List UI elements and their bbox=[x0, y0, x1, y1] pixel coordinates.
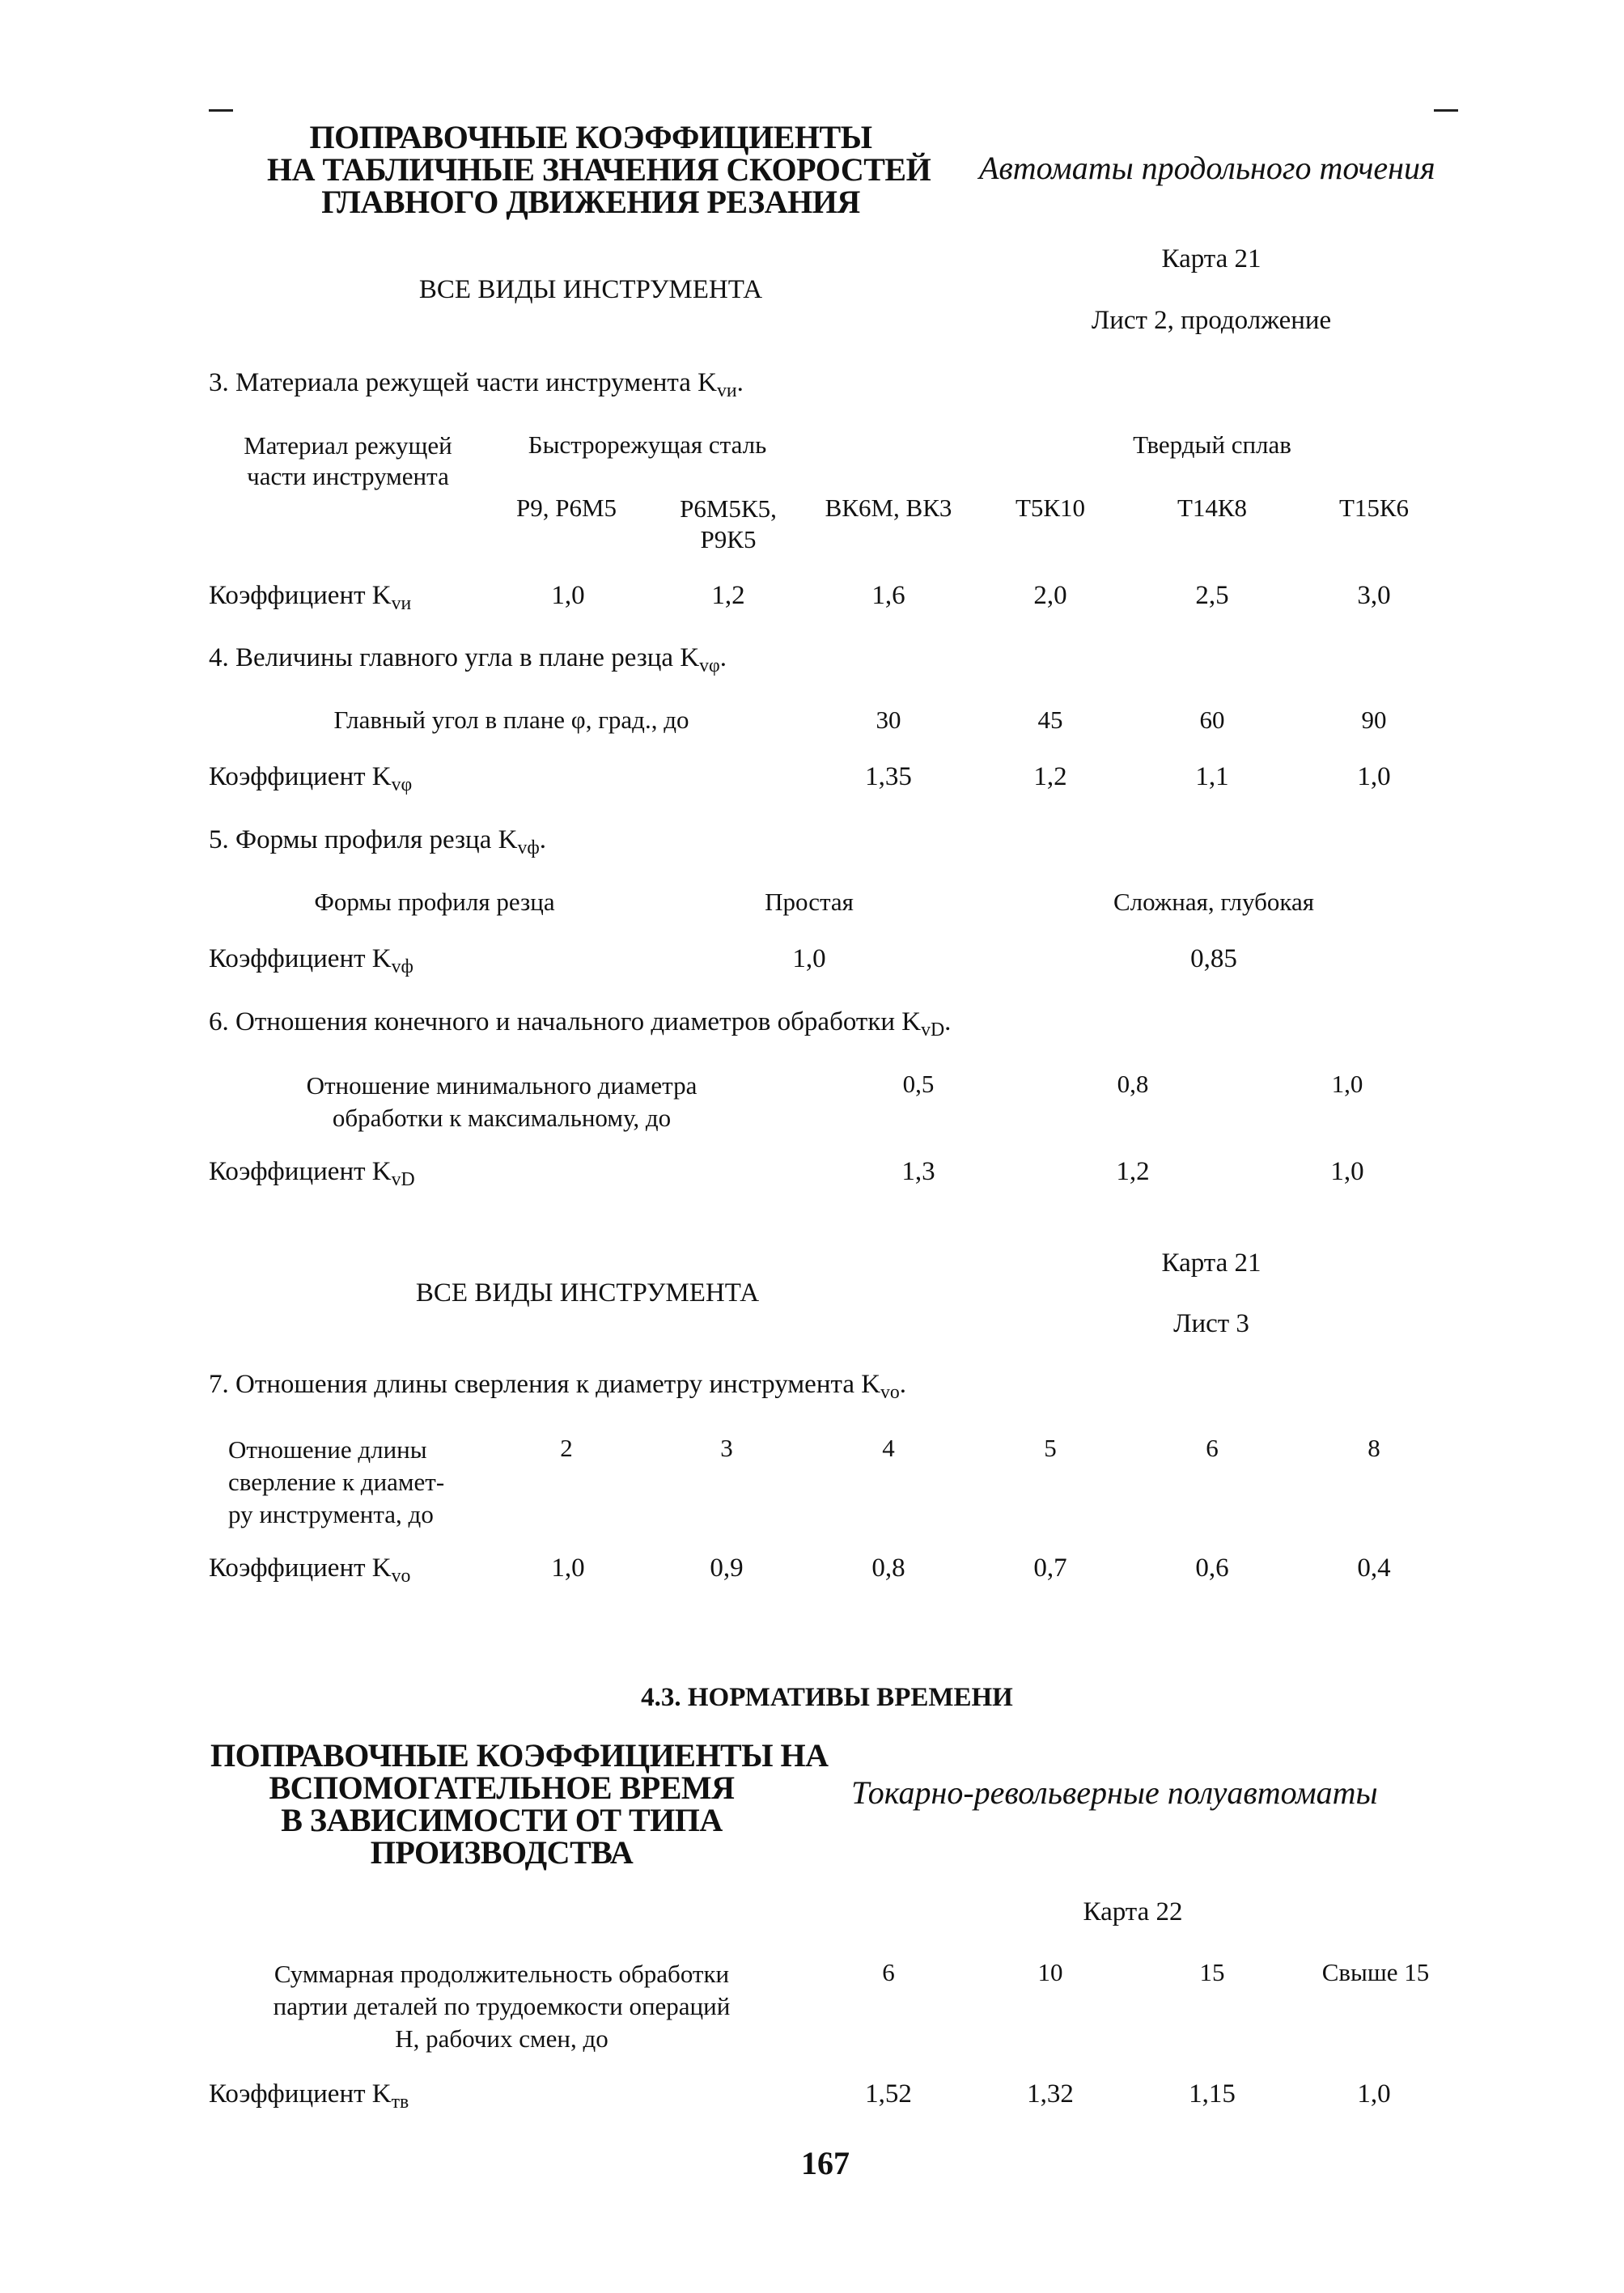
s6-ratio: 1,0 bbox=[1331, 1070, 1363, 1098]
s7-row-label-line: Отношение длины bbox=[228, 1435, 427, 1464]
s5-form: Сложная, глубокая bbox=[1113, 888, 1314, 916]
s6-heading bbox=[209, 1007, 952, 1041]
section43-card: Карта 22 bbox=[1083, 1897, 1183, 1926]
s7-ratio: 8 bbox=[1367, 1434, 1380, 1462]
s3-value: 1,6 bbox=[871, 581, 905, 610]
s3-grade-line: Р9К5 bbox=[700, 525, 757, 553]
s7-value: 1,0 bbox=[551, 1553, 585, 1583]
s7-coef-sub: vo bbox=[391, 1566, 411, 1587]
s7-heading-post: . bbox=[899, 1370, 907, 1399]
s3-grade-line: Р6М5К5, bbox=[680, 494, 777, 523]
s7-row-label-line: ру инструмента, до bbox=[228, 1500, 434, 1528]
s4-row-label: Главный угол в плане φ, град., до bbox=[333, 706, 689, 734]
s3-value: 1,2 bbox=[711, 581, 745, 610]
s7-ratio: 4 bbox=[882, 1434, 895, 1462]
section43-row-label-line: Н, рабочих смен, до bbox=[395, 2024, 608, 2053]
s4-coef-label-text: Коэффициент K bbox=[209, 762, 392, 791]
s6-value: 1,2 bbox=[1116, 1157, 1150, 1186]
s6-value: 1,0 bbox=[1330, 1157, 1364, 1186]
s7-coef-label bbox=[209, 1553, 411, 1587]
section1-machine-type: Автоматы продольного точения bbox=[979, 150, 1435, 186]
section43-title-line: ПОПРАВОЧНЫЕ КОЭФФИЦИЕНТЫ НА bbox=[210, 1737, 829, 1774]
s6-ratio: 0,8 bbox=[1117, 1070, 1149, 1098]
s4-value: 1,2 bbox=[1033, 762, 1067, 791]
section43-value: 1,52 bbox=[865, 2079, 912, 2109]
s5-form: Простая bbox=[765, 888, 854, 916]
s6-value: 1,3 bbox=[901, 1157, 935, 1186]
s5-heading-text: 5. Формы профиля резца K bbox=[209, 825, 518, 854]
s3-grade: Т5К10 bbox=[1015, 494, 1086, 522]
s3-heading-sub: vи bbox=[716, 380, 737, 402]
header-dash-right bbox=[1434, 109, 1458, 112]
section43-row-label-line: партии деталей по трудоемкости операций bbox=[273, 1992, 731, 2020]
section43-title-line: В ЗАВИСИМОСТИ ОТ ТИПА bbox=[281, 1802, 723, 1838]
s6-ratio: 0,5 bbox=[902, 1070, 935, 1098]
section1-title-line: ПОПРАВОЧНЫЕ КОЭФФИЦИЕНТЫ bbox=[309, 119, 872, 155]
s6-row-label-line: обработки к максимальному, до bbox=[332, 1104, 672, 1132]
s3-grade bbox=[647, 494, 809, 555]
s4-coef-label bbox=[209, 762, 413, 796]
section43-coef-sub: тв bbox=[391, 2092, 409, 2113]
section43-value: 1,15 bbox=[1189, 2079, 1236, 2109]
s3-heading bbox=[209, 368, 744, 402]
s5-coef-sub: vф bbox=[391, 956, 413, 978]
s3-col-header-line: части инструмента bbox=[247, 462, 449, 490]
s4-coef-sub: vφ bbox=[391, 774, 413, 796]
section43-shift: 6 bbox=[882, 1958, 895, 1986]
s3-col-header bbox=[218, 430, 477, 492]
s4-value: 1,1 bbox=[1195, 762, 1229, 791]
section43-heading: 4.3. НОРМАТИВЫ ВРЕМЕНИ bbox=[641, 1683, 1013, 1712]
s7-value: 0,6 bbox=[1195, 1553, 1229, 1583]
section2-tool-label: ВСЕ ВИДЫ ИНСТРУМЕНТА bbox=[415, 1278, 760, 1308]
section43-value: 1,0 bbox=[1357, 2079, 1391, 2109]
s3-value: 1,0 bbox=[551, 581, 585, 610]
s3-grade: Т15К6 bbox=[1338, 494, 1410, 522]
s5-coef-label-text: Коэффициент K bbox=[209, 944, 392, 973]
s3-value: 3,0 bbox=[1357, 581, 1391, 610]
s4-value: 1,35 bbox=[865, 762, 912, 791]
s3-coef-label-text: Коэффициент K bbox=[209, 581, 392, 610]
s3-grade: Т14К8 bbox=[1177, 494, 1248, 522]
s3-heading-post: . bbox=[736, 368, 744, 397]
header-dash-left bbox=[209, 109, 233, 112]
section43-row-label bbox=[210, 1958, 793, 2055]
s5-value: 0,85 bbox=[1190, 944, 1237, 973]
s4-angle: 90 bbox=[1361, 706, 1387, 734]
s4-heading-sub: vφ bbox=[699, 655, 720, 677]
s4-value: 1,0 bbox=[1357, 762, 1391, 791]
s6-row-label-line: Отношение минимального диаметра bbox=[306, 1071, 698, 1100]
section43-title-line: ВСПОМОГАТЕЛЬНОЕ ВРЕМЯ bbox=[269, 1770, 735, 1806]
s3-group-carbide: Твердый сплав bbox=[1133, 430, 1291, 459]
section1-sheet: Лист 2, продолжение bbox=[1091, 306, 1332, 335]
s7-ratio: 3 bbox=[720, 1434, 733, 1462]
s5-heading bbox=[209, 825, 546, 859]
section1-title bbox=[267, 119, 931, 220]
s3-group-hss: Быстрорежущая сталь bbox=[528, 430, 767, 459]
section2-sheet: Лист 3 bbox=[1173, 1309, 1249, 1338]
section43-shift: Свыше 15 bbox=[1321, 1958, 1430, 1986]
s7-heading-sub: vo bbox=[880, 1382, 900, 1404]
s3-heading-text: 3. Материала режущей части инструмента K bbox=[209, 368, 717, 397]
s7-value: 0,4 bbox=[1357, 1553, 1391, 1583]
section2-card: Карта 21 bbox=[1161, 1248, 1261, 1278]
section1-title-line: ГЛАВНОГО ДВИЖЕНИЯ РЕЗАНИЯ bbox=[321, 184, 860, 220]
s7-row-label-line: сверление к диамет- bbox=[228, 1468, 445, 1496]
page-number: 167 bbox=[801, 2145, 850, 2181]
section1-title-line: НА ТАБЛИЧНЫЕ ЗНАЧЕНИЯ СКОРОСТЕЙ bbox=[267, 151, 931, 188]
s3-value: 2,5 bbox=[1195, 581, 1229, 610]
s4-heading bbox=[209, 643, 727, 677]
section1-tool-label: ВСЕ ВИДЫ ИНСТРУМЕНТА bbox=[418, 275, 763, 304]
s5-value: 1,0 bbox=[792, 944, 826, 973]
s6-heading-text: 6. Отношения конечного и начального диаметров обработки K bbox=[209, 1007, 922, 1036]
s7-heading bbox=[209, 1370, 907, 1404]
s6-coef-label-text: Коэффициент K bbox=[209, 1157, 392, 1186]
section43-coef-label bbox=[209, 2079, 409, 2113]
s6-row-label bbox=[259, 1070, 744, 1134]
s7-value: 0,8 bbox=[871, 1553, 905, 1583]
section43-shift: 10 bbox=[1037, 1958, 1063, 1986]
section43-title bbox=[210, 1737, 829, 1871]
section43-shift: 15 bbox=[1199, 1958, 1225, 1986]
s7-ratio: 5 bbox=[1044, 1434, 1057, 1462]
s4-heading-text: 4. Величины главного угла в плане резца K bbox=[209, 643, 700, 672]
s4-heading-post: . bbox=[719, 643, 727, 672]
s7-heading-text: 7. Отношения длины сверления к диаметру инструмента K bbox=[209, 1370, 881, 1399]
s7-ratio: 2 bbox=[560, 1434, 573, 1462]
section1-card: Карта 21 bbox=[1161, 244, 1261, 273]
s5-heading-post: . bbox=[539, 825, 546, 854]
s7-row-label bbox=[228, 1434, 444, 1531]
s3-grade: Р9, Р6М5 bbox=[515, 494, 617, 522]
s6-heading-post: . bbox=[944, 1007, 952, 1036]
s4-angle: 30 bbox=[876, 706, 901, 734]
s6-coef-sub: vD bbox=[391, 1169, 415, 1191]
section43-row-label-line: Суммарная продолжительность обработки bbox=[273, 1960, 730, 1988]
s5-heading-sub: vф bbox=[517, 837, 540, 859]
s5-coef-label bbox=[209, 944, 413, 978]
s4-angle: 60 bbox=[1199, 706, 1225, 734]
s3-col-header-line: Материал режущей bbox=[244, 431, 452, 460]
s7-ratio: 6 bbox=[1206, 1434, 1219, 1462]
s3-grade: ВК6М, ВК3 bbox=[825, 494, 952, 522]
s7-value: 0,9 bbox=[710, 1553, 744, 1583]
s6-coef-label bbox=[209, 1157, 415, 1191]
section43-value: 1,32 bbox=[1027, 2079, 1074, 2109]
s3-coef-label bbox=[209, 581, 412, 615]
s7-value: 0,7 bbox=[1033, 1553, 1067, 1583]
section43-machine-type: Токарно-револьверные полуавтоматы bbox=[851, 1774, 1378, 1811]
s3-coef-sub: vи bbox=[391, 593, 412, 615]
section43-title-line: ПРОИЗВОДСТВА bbox=[370, 1834, 634, 1871]
section43-coef-label-text: Коэффициент K bbox=[209, 2079, 392, 2109]
s5-row-label: Формы профиля резца bbox=[314, 888, 555, 916]
s4-angle: 45 bbox=[1037, 706, 1063, 734]
s6-heading-sub: vD bbox=[921, 1019, 945, 1041]
s3-value: 2,0 bbox=[1033, 581, 1067, 610]
s7-coef-label-text: Коэффициент K bbox=[209, 1553, 392, 1583]
